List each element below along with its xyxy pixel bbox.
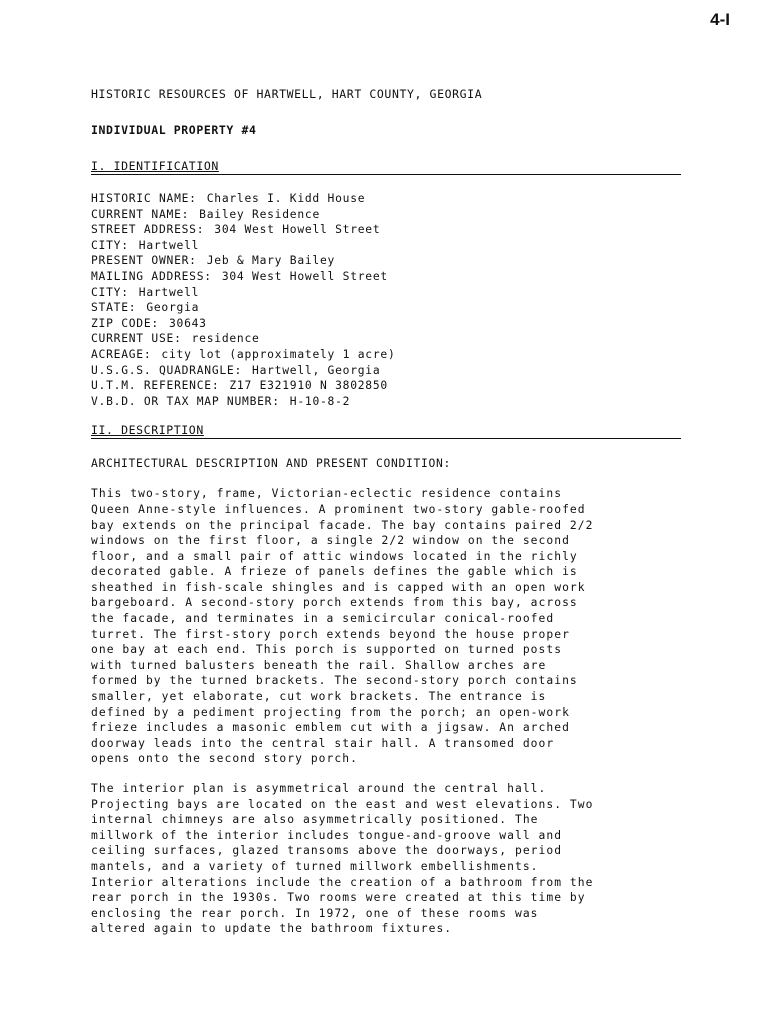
- field-row: [91, 394, 681, 410]
- field-label: PRESENT OWNER:: [91, 254, 197, 268]
- field-value: Z17 E321910 N 3802850: [229, 379, 388, 393]
- field-row: [91, 222, 681, 238]
- field-value: Hartwell: [138, 285, 200, 299]
- field-label: CITY:: [91, 285, 129, 299]
- field-label: MAILING ADDRESS:: [91, 269, 212, 283]
- page-number: 4-I: [710, 10, 730, 29]
- section-description-heading: II. DESCRIPTION: [91, 423, 681, 439]
- description-subheading: ARCHITECTURAL DESCRIPTION AND PRESENT CONDITION:: [91, 457, 452, 471]
- field-label: V.B.D. OR TAX MAP NUMBER:: [91, 394, 280, 408]
- property-number: INDIVIDUAL PROPERTY #4: [91, 123, 257, 137]
- field-value: Charles I. Kidd House: [206, 192, 366, 205]
- description-paragraph: This two-story, frame, Victorian-eclectic residence contains Queen Anne-style influences. A prominent two-story gable-roofed bay extends on the principal facade. The bay contains paired 2/2 windows on the first floor, a single 2/2 window on the second floor, and a small pair of attic windows located in the richly decorated gable. A frieze of panels defines the gable which is sheathed in fish-scale shingles and is capped with an open work bargeboard. A second-story porch extends from this bay, across the facade, and terminates in a semicircular conical-roofed turret. The first-story porch extends beyond the house proper one bay at each end. This porch is supported on turned posts with turned balusters beneath the rail. Shallow arches are formed by the turned brackets. The second-story porch contains smaller, yet elaborate, cut work brackets. The entrance is defined by a pediment projecting from the porch; an open-work frieze includes a masonic emblem cut with a jigsaw. An arched doorway leads into the central stair hall. A transomed door opens onto the second story porch.: [91, 487, 594, 766]
- field-value: city lot (approximately 1 acre): [161, 347, 396, 361]
- field-value: Bailey Residence: [199, 207, 320, 221]
- field-label: CITY:: [91, 238, 129, 252]
- field-value: H-10-8-2: [289, 394, 351, 408]
- field-value: Hartwell: [138, 238, 200, 252]
- field-row: [91, 207, 681, 223]
- field-row: [91, 269, 681, 285]
- field-label: ZIP CODE:: [91, 316, 159, 330]
- field-value: Georgia: [146, 301, 200, 315]
- field-row: [91, 347, 681, 363]
- field-label: HISTORIC NAME:: [91, 192, 197, 205]
- field-label: CURRENT USE:: [91, 332, 182, 346]
- field-label: STATE:: [91, 301, 137, 315]
- document-body: [91, 87, 681, 937]
- field-value: Jeb & Mary Bailey: [206, 254, 336, 268]
- field-label: U.T.M. REFERENCE:: [91, 379, 220, 393]
- field-row: [91, 300, 681, 316]
- field-row: [91, 238, 681, 254]
- field-row: [91, 285, 681, 301]
- identification-fields: [91, 191, 681, 409]
- field-value: 304 West Howell Street: [221, 269, 388, 283]
- field-label: CURRENT NAME:: [91, 207, 190, 221]
- field-value: 304 West Howell Street: [214, 223, 381, 237]
- field-row: [91, 331, 681, 347]
- field-value: residence: [191, 332, 260, 346]
- field-row: [91, 253, 681, 269]
- section-identification-heading: I. IDENTIFICATION: [91, 159, 681, 175]
- interior-paragraph: The interior plan is asymmetrical around the central hall. Projecting bays are located on the east and west elevations. Two internal chimneys are also asymmetrically positioned. The millwork of the interior includes tongue-and-groove wall and ceiling surfaces, glazed transoms above the doorways, period mantels, and a variety of turned millwork embellishments. Interior alterations include the creation of a bathroom from the rear porch in the 1930s. Two rooms were created at this time by enclosing the rear porch. In 1972, one of these rooms was altered again to update the bathroom fixtures.: [91, 782, 594, 936]
- field-row: [91, 363, 681, 379]
- field-row: [91, 378, 681, 394]
- field-row: [91, 316, 681, 332]
- document-title: HISTORIC RESOURCES OF HARTWELL, HART COUNTY, GEORGIA: [91, 87, 483, 101]
- field-label: ACREAGE:: [91, 347, 152, 361]
- field-label: U.S.G.S. QUADRANGLE:: [91, 363, 243, 377]
- field-row: [91, 191, 681, 207]
- field-label: STREET ADDRESS:: [91, 223, 205, 237]
- field-value: 30643: [168, 316, 207, 330]
- field-value: Hartwell, Georgia: [252, 363, 381, 377]
